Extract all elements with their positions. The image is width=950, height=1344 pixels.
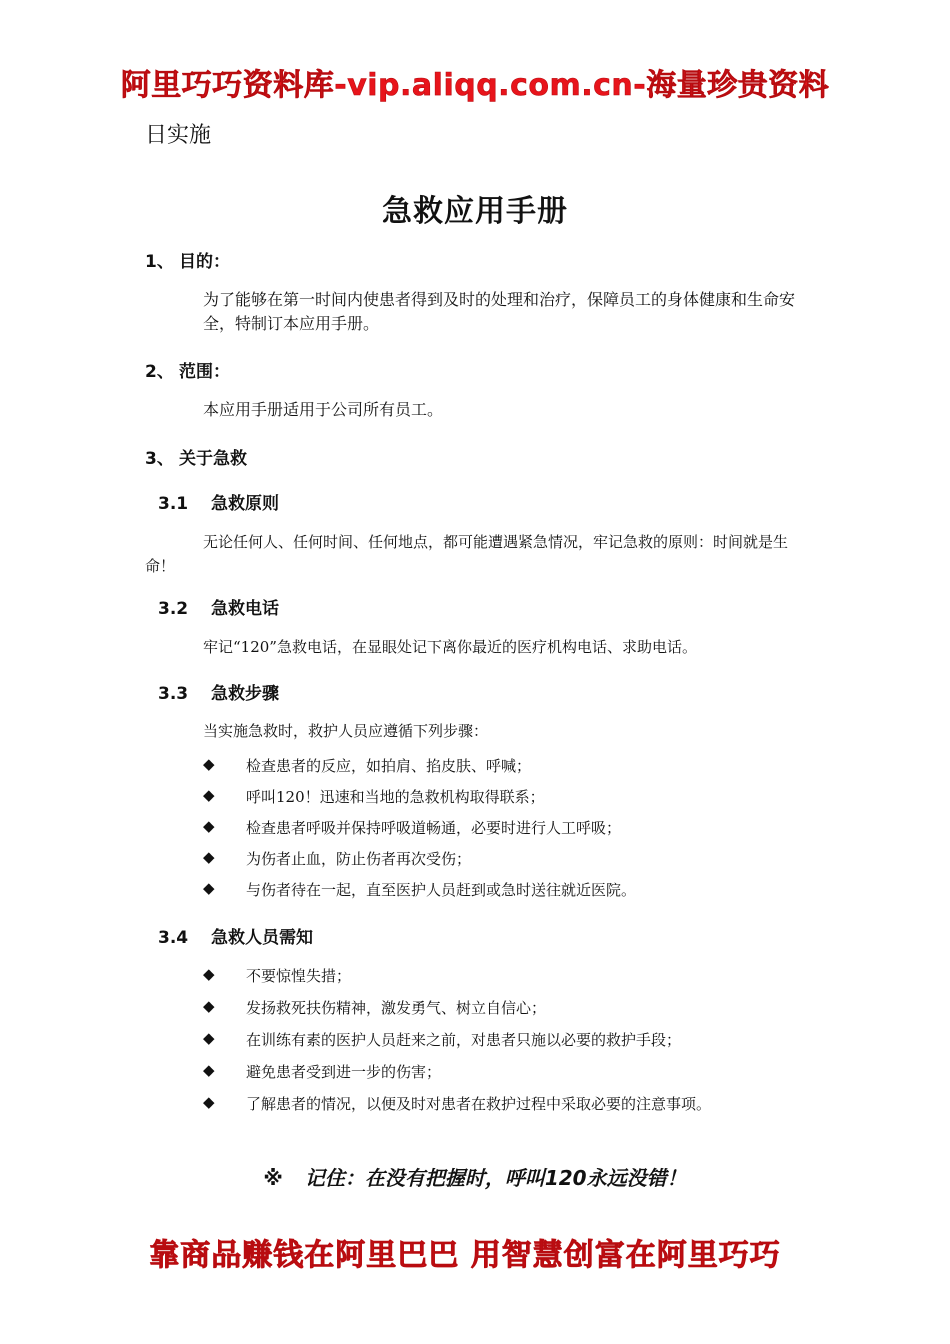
list-item-text: 为伤者止血，防止伤者再次受伤；: [246, 850, 472, 868]
subsection-label: 急救人员需知: [211, 928, 313, 948]
subsection-heading-steps: [158, 679, 279, 704]
diamond-bullet-icon: ◆: [203, 1061, 215, 1079]
section-number: 3、: [145, 449, 174, 469]
list-item-text: 不要惊惶失措；: [246, 967, 352, 985]
list-item-text: 在训练有素的医护人员赶来之前，对患者只施以必要的救护手段；: [246, 1031, 682, 1049]
subsection-intro-steps: 当实施急救时，救护人员应遵循下列步骤：: [203, 722, 489, 740]
section-label: 关于急救: [179, 449, 247, 469]
list-item-text: 了解患者的情况，以便及时对患者在救护过程中采取必要的注意事项。: [246, 1095, 712, 1113]
subsection-label: 急救原则: [211, 494, 279, 514]
subsection-heading-principle: [158, 489, 279, 514]
subsection-label: 急救步骤: [211, 684, 279, 704]
subsection-heading-notes: [158, 923, 313, 948]
diamond-bullet-icon: ◆: [203, 1029, 215, 1047]
list-item-text: 避免患者受到进一步的伤害；: [246, 1063, 442, 1081]
section-body-purpose: 为了能够在第一时间内使患者得到及时的处理和治疗，保障员工的身体健康和生命安全，特制订本应用手册。: [203, 290, 796, 333]
section-number: 2、: [145, 362, 174, 382]
section-heading-scope: [145, 357, 230, 382]
reminder-text: 记住：在没有把握时，呼叫120永远没错！: [304, 1166, 687, 1190]
subsection-number: 3.3: [158, 684, 189, 704]
section-label: 范围：: [179, 362, 230, 382]
subsection-number: 3.4: [158, 928, 189, 948]
section-label: 目的：: [179, 252, 230, 272]
diamond-bullet-icon: ◆: [203, 1093, 215, 1111]
list-item-text: 检查患者的反应，如拍肩、掐皮肤、呼喊；: [246, 757, 532, 775]
list-item-text: 呼叫120！迅速和当地的急救机构取得联系；: [246, 788, 545, 806]
diamond-bullet-icon: ◆: [203, 755, 215, 773]
section-heading-purpose: [145, 247, 230, 272]
diamond-bullet-icon: ◆: [203, 879, 215, 897]
subsection-body-phone: 牢记“120”急救电话，在显眼处记下离你最近的医疗机构电话、求助电话。: [203, 638, 697, 656]
diamond-bullet-icon: ◆: [203, 786, 215, 804]
diamond-bullet-icon: ◆: [203, 848, 215, 866]
document-title: 急救应用手册: [382, 194, 568, 229]
subsection-label: 急救电话: [211, 599, 279, 619]
reminder-note: [0, 1162, 950, 1191]
top-fragment-text: 日实施: [145, 123, 212, 148]
subsection-heading-phone: [158, 594, 279, 619]
diamond-bullet-icon: ◆: [203, 965, 215, 983]
reference-mark-icon: ※: [263, 1166, 283, 1190]
footer-banner: 靠商品赚钱在阿里巴巴 用智慧创富在阿里巧巧: [149, 1238, 781, 1273]
subsection-body-principle: 无论任何人、任何时间、任何地点，都可能遭遇紧急情况，牢记急救的原则：时间就是生命！: [145, 533, 789, 575]
subsection-number: 3.2: [158, 599, 189, 619]
diamond-bullet-icon: ◆: [203, 997, 215, 1015]
list-item-text: 检查患者呼吸并保持呼吸道畅通，必要时进行人工呼吸；: [246, 819, 622, 837]
diamond-bullet-icon: ◆: [203, 817, 215, 835]
section-number: 1、: [145, 252, 174, 272]
list-item-text: 发扬救死扶伤精神，激发勇气、树立自信心；: [246, 999, 547, 1017]
list-item-text: 与伤者待在一起，直至医护人员赶到或急时送往就近医院。: [246, 881, 637, 899]
subsection-number: 3.1: [158, 494, 189, 514]
header-banner: 阿里巧巧资料库-vip.aliqq.com.cn-海量珍贵资料: [120, 68, 830, 103]
section-body-scope: 本应用手册适用于公司所有员工。: [203, 400, 444, 419]
section-heading-about-first-aid: [145, 444, 247, 469]
